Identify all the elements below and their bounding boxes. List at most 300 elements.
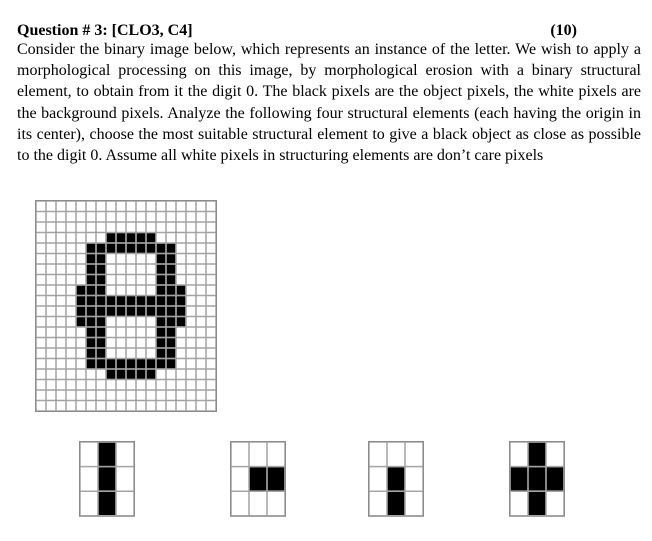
image-background-pixel <box>197 359 206 369</box>
image-background-pixel <box>47 370 56 380</box>
image-background-pixel <box>187 401 196 411</box>
image-background-pixel <box>197 328 206 338</box>
image-background-pixel <box>137 265 146 275</box>
image-background-pixel <box>137 349 146 359</box>
image-object-pixel <box>157 244 166 254</box>
image-background-pixel <box>37 265 46 275</box>
image-background-pixel <box>67 265 76 275</box>
image-object-pixel <box>157 328 166 338</box>
se3-background-pixel <box>370 467 387 491</box>
se1-background-pixel <box>81 492 98 516</box>
image-background-pixel <box>197 286 206 296</box>
image-background-pixel <box>137 223 146 233</box>
image-background-pixel <box>47 328 56 338</box>
image-background-pixel <box>207 212 216 222</box>
image-object-pixel <box>137 244 146 254</box>
image-background-pixel <box>67 296 76 306</box>
image-object-pixel <box>87 286 96 296</box>
image-background-pixel <box>77 338 86 348</box>
se1-object-pixel <box>99 492 116 516</box>
image-background-pixel <box>77 244 86 254</box>
image-background-pixel <box>57 349 66 359</box>
image-object-pixel <box>117 307 126 317</box>
image-background-pixel <box>67 254 76 264</box>
image-background-pixel <box>127 254 136 264</box>
image-background-pixel <box>37 286 46 296</box>
image-object-pixel <box>177 296 186 306</box>
image-background-pixel <box>187 254 196 264</box>
image-background-pixel <box>37 380 46 390</box>
image-object-pixel <box>87 328 96 338</box>
image-background-pixel <box>97 380 106 390</box>
image-background-pixel <box>37 338 46 348</box>
se2-background-pixel <box>268 443 285 467</box>
image-background-pixel <box>67 244 76 254</box>
image-background-pixel <box>147 286 156 296</box>
image-background-pixel <box>107 401 116 411</box>
image-background-pixel <box>167 391 176 401</box>
image-background-pixel <box>147 380 156 390</box>
image-background-pixel <box>167 202 176 212</box>
image-background-pixel <box>197 244 206 254</box>
image-background-pixel <box>57 275 66 285</box>
image-background-pixel <box>117 328 126 338</box>
image-background-pixel <box>37 370 46 380</box>
image-background-pixel <box>87 202 96 212</box>
image-background-pixel <box>167 212 176 222</box>
se3-background-pixel <box>388 443 405 467</box>
image-background-pixel <box>137 286 146 296</box>
image-background-pixel <box>127 223 136 233</box>
image-background-pixel <box>67 349 76 359</box>
image-background-pixel <box>107 275 116 285</box>
image-background-pixel <box>77 202 86 212</box>
image-background-pixel <box>197 391 206 401</box>
image-background-pixel <box>47 317 56 327</box>
image-background-pixel <box>177 338 186 348</box>
image-background-pixel <box>127 349 136 359</box>
image-background-pixel <box>137 401 146 411</box>
image-background-pixel <box>47 275 56 285</box>
image-object-pixel <box>87 244 96 254</box>
image-background-pixel <box>57 265 66 275</box>
image-object-pixel <box>117 296 126 306</box>
image-background-pixel <box>187 349 196 359</box>
se4-background-pixel <box>511 443 528 467</box>
image-object-pixel <box>107 296 116 306</box>
image-background-pixel <box>147 338 156 348</box>
image-object-pixel <box>97 317 106 327</box>
se3-background-pixel <box>370 492 387 516</box>
image-background-pixel <box>47 265 56 275</box>
se3-background-pixel <box>406 467 423 491</box>
image-background-pixel <box>117 265 126 275</box>
image-background-pixel <box>87 223 96 233</box>
se2-background-pixel <box>250 492 267 516</box>
image-object-pixel <box>127 233 136 243</box>
image-object-pixel <box>137 296 146 306</box>
image-background-pixel <box>107 202 116 212</box>
image-background-pixel <box>207 223 216 233</box>
image-background-pixel <box>157 233 166 243</box>
image-background-pixel <box>177 223 186 233</box>
image-object-pixel <box>97 307 106 317</box>
image-background-pixel <box>177 254 186 264</box>
image-background-pixel <box>47 286 56 296</box>
image-background-pixel <box>67 275 76 285</box>
image-background-pixel <box>127 265 136 275</box>
question-marks: (10) <box>550 22 577 39</box>
image-object-pixel <box>157 286 166 296</box>
se1-object-pixel <box>99 443 116 467</box>
image-background-pixel <box>147 212 156 222</box>
image-background-pixel <box>117 349 126 359</box>
image-background-pixel <box>97 401 106 411</box>
se3-background-pixel <box>406 492 423 516</box>
image-object-pixel <box>97 349 106 359</box>
image-background-pixel <box>207 307 216 317</box>
image-background-pixel <box>77 265 86 275</box>
image-object-pixel <box>97 265 106 275</box>
se4-object-pixel <box>529 443 546 467</box>
image-background-pixel <box>137 338 146 348</box>
image-background-pixel <box>107 391 116 401</box>
image-object-pixel <box>167 254 176 264</box>
image-background-pixel <box>117 286 126 296</box>
image-object-pixel <box>167 307 176 317</box>
image-background-pixel <box>37 212 46 222</box>
image-background-pixel <box>187 265 196 275</box>
image-background-pixel <box>107 286 116 296</box>
image-object-pixel <box>107 307 116 317</box>
image-background-pixel <box>147 391 156 401</box>
image-object-pixel <box>157 296 166 306</box>
se1-background-pixel <box>81 467 98 491</box>
image-background-pixel <box>87 401 96 411</box>
se4-object-pixel <box>547 467 564 491</box>
image-background-pixel <box>107 317 116 327</box>
image-object-pixel <box>87 296 96 306</box>
image-background-pixel <box>147 254 156 264</box>
image-object-pixel <box>167 286 176 296</box>
image-background-pixel <box>47 349 56 359</box>
structuring-element-4 <box>509 441 566 517</box>
image-background-pixel <box>107 328 116 338</box>
se1-object-pixel <box>99 467 116 491</box>
image-object-pixel <box>107 233 116 243</box>
image-background-pixel <box>147 328 156 338</box>
image-background-pixel <box>57 370 66 380</box>
image-background-pixel <box>187 359 196 369</box>
image-background-pixel <box>57 401 66 411</box>
image-background-pixel <box>177 233 186 243</box>
image-background-pixel <box>177 401 186 411</box>
image-object-pixel <box>77 317 86 327</box>
image-background-pixel <box>67 212 76 222</box>
image-background-pixel <box>187 223 196 233</box>
image-background-pixel <box>177 202 186 212</box>
image-object-pixel <box>77 307 86 317</box>
se4-object-pixel <box>529 492 546 516</box>
image-object-pixel <box>97 359 106 369</box>
image-object-pixel <box>147 370 156 380</box>
image-background-pixel <box>207 317 216 327</box>
image-background-pixel <box>187 380 196 390</box>
image-background-pixel <box>67 233 76 243</box>
image-background-pixel <box>67 223 76 233</box>
image-background-pixel <box>127 391 136 401</box>
image-object-pixel <box>127 370 136 380</box>
image-object-pixel <box>97 286 106 296</box>
image-background-pixel <box>37 223 46 233</box>
image-background-pixel <box>57 212 66 222</box>
image-background-pixel <box>177 244 186 254</box>
se1-background-pixel <box>81 443 98 467</box>
image-background-pixel <box>97 202 106 212</box>
image-background-pixel <box>137 212 146 222</box>
image-background-pixel <box>207 265 216 275</box>
image-object-pixel <box>157 265 166 275</box>
image-object-pixel <box>157 359 166 369</box>
image-background-pixel <box>37 254 46 264</box>
image-background-pixel <box>67 359 76 369</box>
se2-background-pixel <box>232 467 249 491</box>
image-background-pixel <box>127 338 136 348</box>
image-object-pixel <box>167 359 176 369</box>
image-background-pixel <box>87 233 96 243</box>
image-background-pixel <box>117 317 126 327</box>
image-background-pixel <box>117 391 126 401</box>
image-object-pixel <box>177 317 186 327</box>
se2-background-pixel <box>250 443 267 467</box>
image-background-pixel <box>177 391 186 401</box>
structuring-element-1 <box>79 441 136 517</box>
image-background-pixel <box>167 233 176 243</box>
image-background-pixel <box>197 254 206 264</box>
image-object-pixel <box>97 338 106 348</box>
image-object-pixel <box>87 265 96 275</box>
image-background-pixel <box>157 370 166 380</box>
image-background-pixel <box>57 223 66 233</box>
image-object-pixel <box>147 296 156 306</box>
image-background-pixel <box>187 370 196 380</box>
se4-background-pixel <box>547 492 564 516</box>
image-background-pixel <box>197 380 206 390</box>
image-background-pixel <box>37 328 46 338</box>
image-background-pixel <box>197 317 206 327</box>
image-background-pixel <box>57 286 66 296</box>
image-background-pixel <box>137 328 146 338</box>
image-background-pixel <box>157 401 166 411</box>
image-background-pixel <box>107 254 116 264</box>
image-background-pixel <box>37 349 46 359</box>
se3-background-pixel <box>370 443 387 467</box>
image-background-pixel <box>57 328 66 338</box>
image-background-pixel <box>187 296 196 306</box>
image-background-pixel <box>147 317 156 327</box>
image-background-pixel <box>157 202 166 212</box>
image-background-pixel <box>37 307 46 317</box>
image-background-pixel <box>47 401 56 411</box>
image-background-pixel <box>197 401 206 411</box>
image-object-pixel <box>137 359 146 369</box>
se3-background-pixel <box>406 443 423 467</box>
image-background-pixel <box>197 296 206 306</box>
image-background-pixel <box>47 233 56 243</box>
image-object-pixel <box>97 244 106 254</box>
image-object-pixel <box>117 233 126 243</box>
image-background-pixel <box>37 233 46 243</box>
image-background-pixel <box>117 380 126 390</box>
image-background-pixel <box>117 401 126 411</box>
image-background-pixel <box>137 317 146 327</box>
image-background-pixel <box>197 223 206 233</box>
image-object-pixel <box>167 275 176 285</box>
question-body: Consider the binary image below, which represents an instance of the letter. We wish to apply a morphological processing on this image, by morphological erosion with a binary structural element, to obtain from it the digit 0. The black pixels are the object pixels, the white pixels are the background pixels. Analyze the following four structural elements (each having the origin in its center), choose the most suitable structural element to give a black object as close as possible to the digit 0. Assume all white pixels in structuring elements are don’t care pixels <box>17 41 641 165</box>
image-background-pixel <box>137 391 146 401</box>
image-background-pixel <box>187 391 196 401</box>
image-background-pixel <box>87 212 96 222</box>
image-background-pixel <box>87 391 96 401</box>
image-background-pixel <box>57 202 66 212</box>
image-background-pixel <box>197 202 206 212</box>
image-background-pixel <box>107 349 116 359</box>
image-background-pixel <box>87 380 96 390</box>
image-background-pixel <box>47 254 56 264</box>
se2-background-pixel <box>232 443 249 467</box>
structuring-element-3 <box>368 441 425 517</box>
se4-object-pixel <box>529 467 546 491</box>
image-background-pixel <box>197 212 206 222</box>
image-object-pixel <box>147 307 156 317</box>
image-background-pixel <box>127 212 136 222</box>
image-background-pixel <box>197 307 206 317</box>
image-background-pixel <box>207 338 216 348</box>
image-background-pixel <box>187 233 196 243</box>
image-object-pixel <box>177 286 186 296</box>
image-object-pixel <box>127 359 136 369</box>
image-object-pixel <box>167 349 176 359</box>
image-background-pixel <box>177 380 186 390</box>
image-background-pixel <box>197 233 206 243</box>
image-background-pixel <box>187 202 196 212</box>
se4-background-pixel <box>511 492 528 516</box>
image-background-pixel <box>207 391 216 401</box>
image-object-pixel <box>87 254 96 264</box>
se1-background-pixel <box>117 443 134 467</box>
image-background-pixel <box>177 328 186 338</box>
image-background-pixel <box>77 370 86 380</box>
image-background-pixel <box>177 265 186 275</box>
image-background-pixel <box>177 359 186 369</box>
image-background-pixel <box>207 254 216 264</box>
image-background-pixel <box>107 338 116 348</box>
image-background-pixel <box>57 244 66 254</box>
image-background-pixel <box>167 401 176 411</box>
image-background-pixel <box>207 370 216 380</box>
image-background-pixel <box>77 349 86 359</box>
image-background-pixel <box>207 275 216 285</box>
image-background-pixel <box>117 338 126 348</box>
image-object-pixel <box>87 307 96 317</box>
image-background-pixel <box>157 391 166 401</box>
image-background-pixel <box>197 275 206 285</box>
image-object-pixel <box>147 359 156 369</box>
image-background-pixel <box>47 338 56 348</box>
image-object-pixel <box>87 349 96 359</box>
image-object-pixel <box>117 359 126 369</box>
image-object-pixel <box>167 317 176 327</box>
image-background-pixel <box>77 223 86 233</box>
image-background-pixel <box>77 328 86 338</box>
image-background-pixel <box>67 202 76 212</box>
image-object-pixel <box>97 296 106 306</box>
image-background-pixel <box>57 391 66 401</box>
image-background-pixel <box>167 370 176 380</box>
image-object-pixel <box>177 307 186 317</box>
image-background-pixel <box>97 370 106 380</box>
image-background-pixel <box>47 202 56 212</box>
image-background-pixel <box>57 380 66 390</box>
image-object-pixel <box>97 328 106 338</box>
image-background-pixel <box>37 391 46 401</box>
image-background-pixel <box>47 391 56 401</box>
image-background-pixel <box>67 328 76 338</box>
image-background-pixel <box>57 359 66 369</box>
image-background-pixel <box>157 223 166 233</box>
image-background-pixel <box>107 380 116 390</box>
se1-background-pixel <box>117 467 134 491</box>
image-object-pixel <box>107 370 116 380</box>
image-object-pixel <box>147 233 156 243</box>
image-background-pixel <box>187 307 196 317</box>
image-object-pixel <box>97 275 106 285</box>
image-object-pixel <box>167 244 176 254</box>
image-background-pixel <box>47 359 56 369</box>
image-background-pixel <box>187 275 196 285</box>
image-background-pixel <box>97 223 106 233</box>
image-background-pixel <box>127 286 136 296</box>
image-object-pixel <box>157 275 166 285</box>
image-background-pixel <box>177 370 186 380</box>
image-background-pixel <box>67 370 76 380</box>
se2-background-pixel <box>232 492 249 516</box>
image-background-pixel <box>47 380 56 390</box>
se2-object-pixel <box>250 467 267 491</box>
image-background-pixel <box>147 401 156 411</box>
image-background-pixel <box>207 401 216 411</box>
image-background-pixel <box>137 254 146 264</box>
image-background-pixel <box>127 317 136 327</box>
image-background-pixel <box>67 338 76 348</box>
image-background-pixel <box>117 223 126 233</box>
image-object-pixel <box>157 349 166 359</box>
image-background-pixel <box>207 328 216 338</box>
image-background-pixel <box>107 223 116 233</box>
question-title: Question # 3: [CLO3, C4] <box>17 22 193 39</box>
image-background-pixel <box>197 265 206 275</box>
image-background-pixel <box>147 202 156 212</box>
image-background-pixel <box>187 244 196 254</box>
image-background-pixel <box>137 275 146 285</box>
image-background-pixel <box>67 317 76 327</box>
image-background-pixel <box>97 233 106 243</box>
image-background-pixel <box>57 317 66 327</box>
image-background-pixel <box>177 349 186 359</box>
image-background-pixel <box>207 349 216 359</box>
image-background-pixel <box>107 265 116 275</box>
image-object-pixel <box>107 244 116 254</box>
